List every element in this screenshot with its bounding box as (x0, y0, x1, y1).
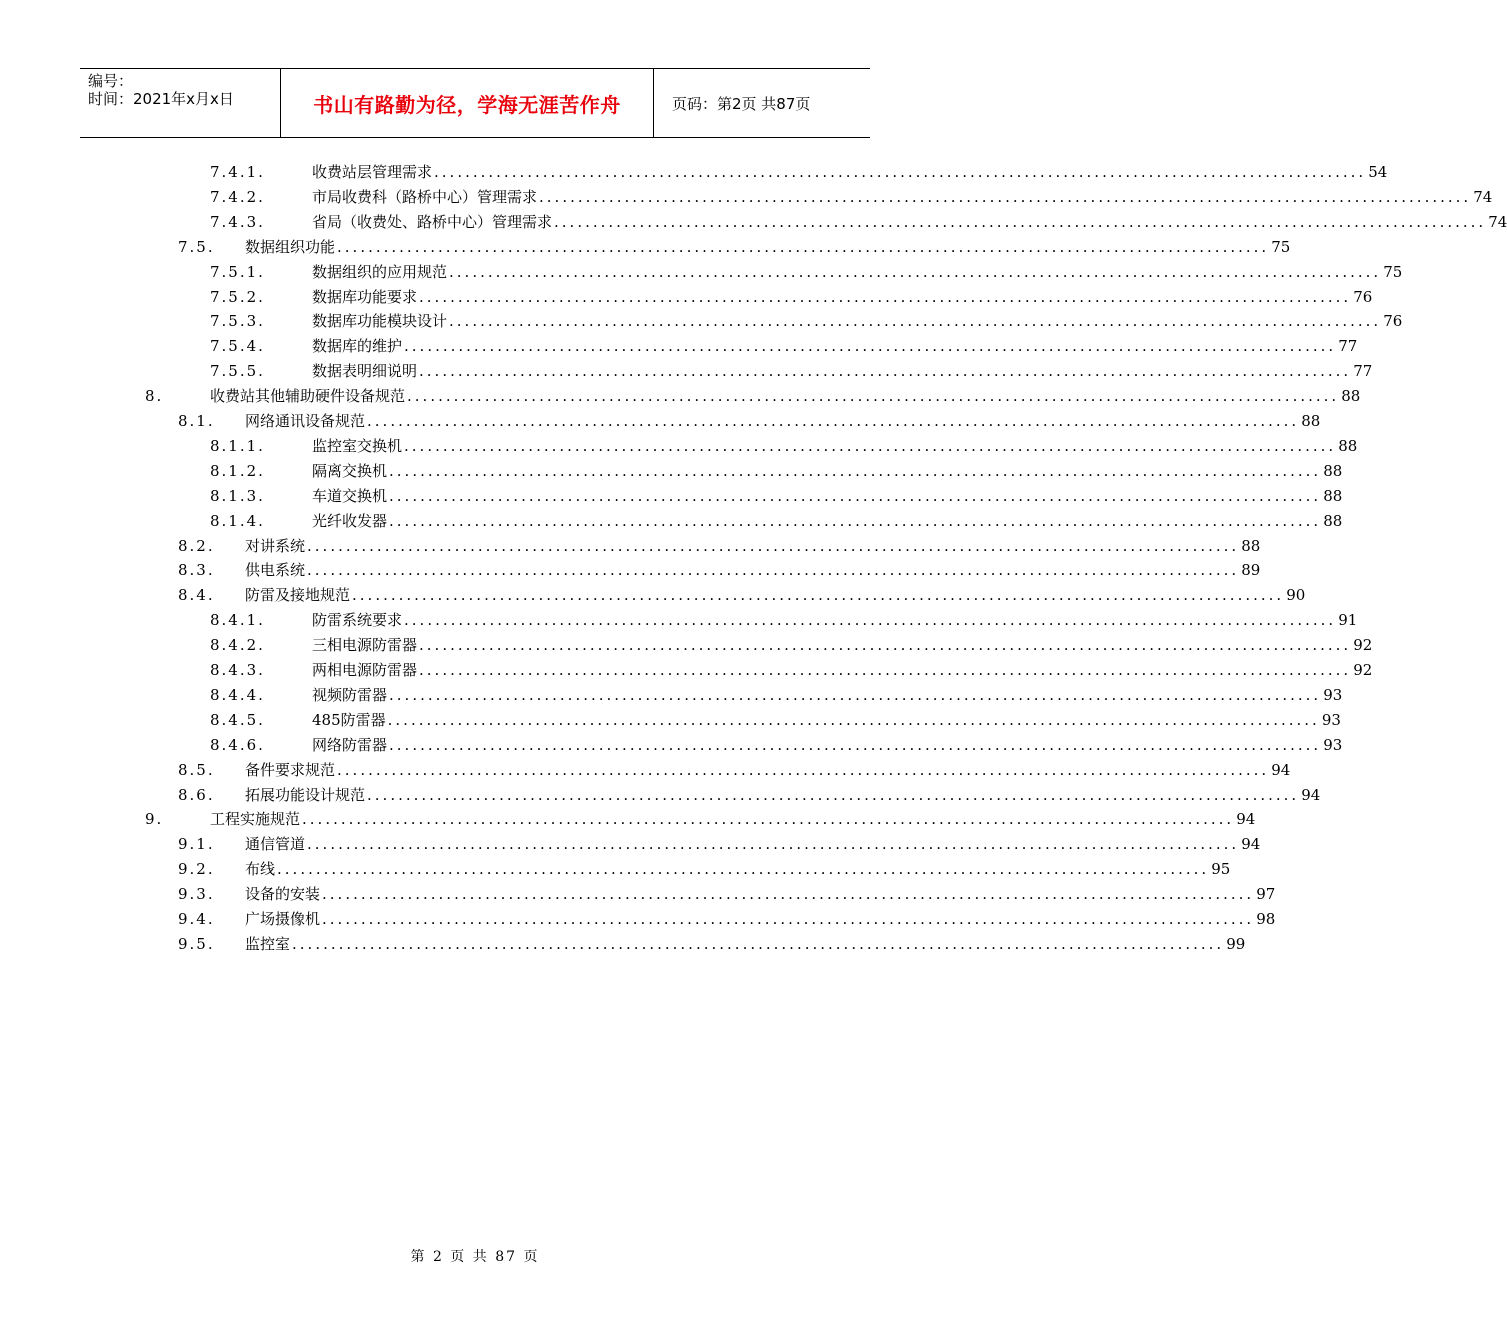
toc-entry-body (245, 832, 1261, 856)
toc-entry-title: 数据库功能模块设计 (312, 312, 448, 331)
toc-entry-body (312, 334, 1358, 358)
toc-dot-leader: ........................................................................................................................ (367, 785, 1300, 804)
toc-entry-title: 数据组织功能 (245, 237, 336, 256)
toc-entry-title: 视频防雷器 (312, 685, 388, 704)
toc-dot-leader: ........................................................................................................................ (554, 212, 1487, 231)
toc-entry-number: 9.1. (178, 835, 215, 854)
toc-entry-number: 7.4.3. (210, 212, 265, 231)
toc-entry-title: 防雷系统要求 (312, 611, 403, 630)
toc-dot-leader: ........................................................................................................................ (407, 387, 1340, 406)
toc-dot-leader: ........................................................................................................................ (367, 412, 1300, 430)
time-label: 时间：2021年x月x日 (88, 90, 234, 108)
toc-dot-leader: ........................................................................................................................ (419, 287, 1352, 306)
toc-entry-number: 9.5. (178, 934, 215, 953)
toc-entry-number: 9.2. (178, 860, 215, 879)
toc-entry-title: 市局收费科（路桥中心）管理需求 (312, 187, 538, 206)
toc-entry-page: 77 (1353, 362, 1373, 381)
toc-entry-body (312, 484, 1343, 508)
toc-entry[interactable] (0, 832, 1261, 856)
toc-entry-body (312, 309, 1403, 333)
header-page-info (664, 69, 870, 137)
toc-entry-number: 8.4.3. (210, 661, 265, 679)
toc-entry-title: 网络通讯设备规范 (245, 412, 366, 430)
toc-entry-page: 74 (1473, 187, 1493, 206)
toc-entry-page: 88 (1241, 536, 1261, 555)
toc-entry-number: 8.4.5. (210, 710, 265, 729)
toc-entry-number: 9.4. (178, 910, 215, 928)
toc-entry-body (245, 409, 1321, 433)
toc-entry[interactable] (0, 534, 1261, 558)
toc-entry[interactable] (0, 583, 1306, 607)
toc-entry-page: 75 (1383, 262, 1403, 281)
toc-entry-body (245, 857, 1231, 881)
toc-entry[interactable] (0, 758, 1291, 782)
toc-entry[interactable] (0, 509, 1343, 533)
toc-entry-body (312, 359, 1373, 383)
toc-entry[interactable] (0, 160, 1388, 184)
serial-label: 编号： (88, 72, 134, 90)
toc-entry[interactable] (0, 434, 1358, 458)
toc-entry-page: 74 (1488, 212, 1507, 231)
page-footer: 第 2 页 共 87 页 (410, 1249, 540, 1265)
toc-entry-body (245, 783, 1321, 807)
toc-dot-leader: ........................................................................................................................ (539, 187, 1472, 206)
toc-entry-page: 94 (1241, 835, 1261, 854)
toc-dot-leader: ........................................................................................................................ (387, 710, 1320, 729)
toc-entry-number: 8.5. (178, 760, 215, 779)
toc-entry-title: 车道交换机 (312, 486, 388, 505)
toc-entry-page: 76 (1353, 287, 1373, 306)
page-header (80, 68, 870, 138)
toc-dot-leader: ........................................................................................................................ (302, 810, 1235, 829)
toc-entry-number: 7.5.1. (210, 262, 265, 281)
toc-entry-body (312, 633, 1373, 657)
toc-entry[interactable] (0, 708, 1341, 732)
toc-entry[interactable] (0, 857, 1231, 881)
header-motto: 书山有路勤为径，学海无涯苦作舟 (281, 69, 654, 137)
toc-entry-number: 8.4.2. (210, 636, 265, 655)
toc-entry-page: 88 (1323, 511, 1343, 530)
toc-entry-number: 8.1.1. (210, 436, 265, 455)
toc-dot-leader: ........................................................................................................................ (419, 362, 1352, 381)
toc-entry-body (312, 683, 1343, 707)
toc-entry-page: 54 (1368, 163, 1388, 181)
toc-entry-body (245, 583, 1306, 607)
toc-entry-page: 93 (1321, 710, 1341, 729)
toc-dot-leader: ........................................................................................................................ (337, 760, 1270, 779)
toc-entry-body (312, 459, 1343, 483)
toc-entry-title: 数据库的维护 (312, 337, 403, 356)
toc-entry-number: 7.5. (178, 237, 215, 256)
toc-entry-number: 8.4. (178, 586, 215, 605)
toc-dot-leader: ........................................................................................................................ (404, 337, 1337, 356)
toc-dot-leader: ........................................................................................................................ (449, 262, 1382, 281)
toc-dot-leader: ........................................................................................................................ (419, 636, 1352, 655)
toc-entry-page: 98 (1256, 910, 1276, 928)
toc-entry-title: 网络防雷器 (312, 735, 388, 754)
toc-entry-body (245, 907, 1276, 931)
toc-entry-body (245, 882, 1276, 906)
toc-entry-body (245, 758, 1291, 782)
toc-entry-page: 76 (1383, 312, 1403, 331)
toc-entry[interactable] (0, 658, 1373, 682)
toc-entry[interactable] (0, 558, 1261, 582)
toc-entry[interactable] (0, 633, 1373, 657)
toc-entry-body (312, 509, 1343, 533)
toc-entry[interactable] (0, 882, 1276, 906)
toc-dot-leader: ........................................................................................................................ (307, 561, 1240, 580)
toc-entry-body (312, 185, 1493, 209)
toc-entry-title: 收费站层管理需求 (312, 163, 433, 181)
toc-dot-leader: ........................................................................................................................ (277, 860, 1210, 879)
toc-entry-title: 备件要求规范 (245, 760, 336, 779)
toc-entry-title: 485防雷器 (312, 710, 386, 729)
toc-entry-number: 9.3. (178, 885, 215, 904)
toc-entry-page: 93 (1323, 685, 1343, 704)
toc-entry-body (312, 608, 1358, 632)
toc-entry-title: 数据库功能要求 (312, 287, 418, 306)
toc-entry-page: 88 (1301, 412, 1321, 430)
toc-entry-body (312, 733, 1343, 757)
toc-entry-number: 7.4.1. (210, 163, 265, 181)
toc-entry-number: 8.2. (178, 536, 215, 555)
toc-dot-leader: ........................................................................................................................ (389, 511, 1322, 530)
toc-entry-title: 拓展功能设计规范 (245, 785, 366, 804)
toc-entry-page: 95 (1211, 860, 1231, 879)
toc-entry[interactable] (0, 235, 1291, 259)
toc-entry-number: 9. (145, 810, 164, 829)
toc-entry-page: 91 (1338, 611, 1358, 630)
toc-entry[interactable] (0, 285, 1373, 309)
toc-dot-leader: ........................................................................................................................ (449, 312, 1382, 331)
toc-dot-leader: ........................................................................................................................ (292, 934, 1225, 953)
toc-entry-number: 8.6. (178, 785, 215, 804)
toc-entry-title: 通信管道 (245, 835, 306, 854)
toc-dot-leader: ........................................................................................................................ (404, 436, 1337, 455)
toc-dot-leader: ........................................................................................................................ (389, 461, 1322, 480)
toc-dot-leader: ........................................................................................................................ (419, 661, 1352, 679)
toc-entry-title: 数据表明细说明 (312, 362, 418, 381)
toc-entry-title: 工程实施规范 (210, 810, 301, 829)
toc-entry-title: 省局（收费处、路桥中心）管理需求 (312, 212, 553, 231)
toc-entry-title: 监控室交换机 (312, 436, 403, 455)
toc-dot-leader: ........................................................................................................................ (389, 735, 1322, 754)
toc-dot-leader: ........................................................................................................................ (404, 611, 1337, 630)
toc-entry-number: 8.1.2. (210, 461, 265, 480)
toc-entry-body (210, 807, 1256, 831)
toc-entry-page: 75 (1271, 237, 1291, 256)
toc-entry-page: 92 (1353, 636, 1373, 655)
toc-entry-number: 7.4.2. (210, 187, 265, 206)
toc-entry-title: 数据组织的应用规范 (312, 262, 448, 281)
toc-entry-body (245, 235, 1291, 259)
toc-entry-title: 隔离交换机 (312, 461, 388, 480)
header-meta (80, 69, 281, 137)
toc-entry-title: 布线 (245, 860, 276, 879)
toc-entry-number: 8.1.4. (210, 511, 265, 530)
toc-entry-title: 供电系统 (245, 561, 306, 580)
toc-entry-title: 监控室 (245, 934, 291, 953)
toc-entry[interactable] (0, 807, 1256, 831)
toc-entry[interactable] (0, 932, 1246, 956)
toc-dot-leader: ........................................................................................................................ (434, 163, 1367, 181)
toc-entry-title: 两相电源防雷器 (312, 661, 418, 679)
toc-entry[interactable] (0, 733, 1343, 757)
toc-entry-title: 收费站其他辅助硬件设备规范 (210, 387, 406, 406)
toc-entry-number: 7.5.2. (210, 287, 265, 306)
toc-entry-body (312, 285, 1373, 309)
toc-entry-title: 光纤收发器 (312, 511, 388, 530)
toc-entry-body (312, 260, 1403, 284)
toc-entry-number: 8.3. (178, 561, 215, 580)
toc-entry-page: 92 (1353, 661, 1373, 679)
toc-entry[interactable] (0, 608, 1358, 632)
toc-entry-number: 8.1.3. (210, 486, 265, 505)
toc-entry-body (312, 658, 1373, 682)
toc-dot-leader: ........................................................................................................................ (337, 237, 1270, 256)
toc-entry-title: 三相电源防雷器 (312, 636, 418, 655)
toc-entry-title: 广场摄像机 (245, 910, 321, 928)
toc-dot-leader: ........................................................................................................................ (352, 586, 1285, 605)
toc-entry[interactable] (0, 484, 1343, 508)
toc-entry-page: 89 (1241, 561, 1261, 580)
toc-dot-leader: ........................................................................................................................ (322, 885, 1255, 904)
toc-entry-page: 88 (1338, 436, 1358, 455)
toc-entry-number: 8. (145, 387, 164, 406)
toc-entry[interactable] (0, 783, 1321, 807)
toc-entry[interactable] (0, 359, 1373, 383)
page-info-text: 页码：第2页 共87页 (672, 94, 811, 113)
toc-dot-leader: ........................................................................................................................ (389, 486, 1322, 505)
toc-dot-leader: ........................................................................................................................ (322, 910, 1255, 928)
toc-entry-number: 7.5.3. (210, 312, 265, 331)
toc-entry[interactable] (0, 409, 1321, 433)
toc-entry[interactable] (0, 210, 1507, 234)
toc-entry-number: 8.4.4. (210, 685, 265, 704)
toc-entry-number: 8.4.6. (210, 735, 265, 754)
toc-entry-number: 8.4.1. (210, 611, 265, 630)
toc-entry-body (312, 708, 1341, 732)
toc-entry-page: 94 (1301, 785, 1321, 804)
toc-entry-body (245, 534, 1261, 558)
toc-entry-page: 88 (1341, 387, 1361, 406)
toc-entry-number: 7.5.4. (210, 337, 265, 356)
toc-entry-page: 94 (1271, 760, 1291, 779)
toc-entry-number: 7.5.5. (210, 362, 265, 381)
toc-entry[interactable] (0, 334, 1358, 358)
toc-dot-leader: ........................................................................................................................ (307, 536, 1240, 555)
toc-entry-page: 90 (1286, 586, 1306, 605)
toc-entry-title: 设备的安装 (245, 885, 321, 904)
toc-entry-page: 77 (1338, 337, 1358, 356)
toc-entry-body (245, 558, 1261, 582)
toc-entry-body (312, 434, 1358, 458)
toc-entry-page: 88 (1323, 486, 1343, 505)
toc-entry-page: 88 (1323, 461, 1343, 480)
toc-entry-body (245, 932, 1246, 956)
toc-entry-page: 93 (1323, 735, 1343, 754)
toc-entry-page: 94 (1236, 810, 1256, 829)
toc-entry[interactable] (0, 459, 1343, 483)
toc-entry[interactable] (0, 907, 1276, 931)
toc-dot-leader: ........................................................................................................................ (307, 835, 1240, 854)
toc-entry-number: 8.1. (178, 412, 215, 430)
toc-entry-page: 99 (1226, 934, 1246, 953)
toc-entry-body (312, 160, 1388, 184)
toc-dot-leader: ........................................................................................................................ (389, 685, 1322, 704)
toc-entry[interactable] (0, 185, 1493, 209)
toc-entry-page: 97 (1256, 885, 1276, 904)
toc-entry-body (210, 384, 1361, 408)
toc-entry[interactable] (0, 384, 1361, 408)
toc-entry-title: 对讲系统 (245, 536, 306, 555)
toc-entry-body (312, 210, 1507, 234)
toc-entry-title: 防雷及接地规范 (245, 586, 351, 605)
toc-entry[interactable] (0, 683, 1343, 707)
toc-entry[interactable] (0, 260, 1403, 284)
toc-entry[interactable] (0, 309, 1403, 333)
